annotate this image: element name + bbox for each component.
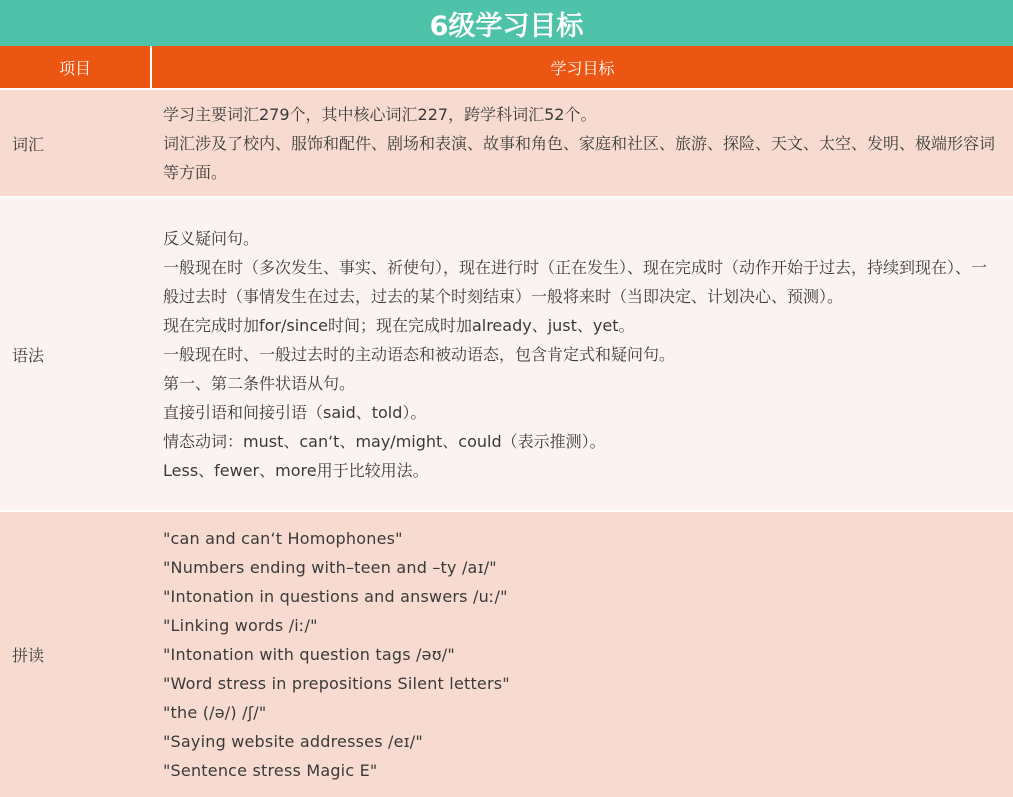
goal-line: "Word stress in prepositions Silent letters" [163, 674, 510, 693]
goal-line: "Linking words /iː/" [163, 616, 318, 635]
goal-line: 第一、第二条件状语从句。 [163, 373, 356, 393]
table-row-grammar [0, 197, 1013, 511]
goal-line: 情态动词：must、can‘t、may/might、could（表示推测）。 [163, 431, 606, 451]
goal-line: 学习主要词汇279个，其中核心词汇227，跨学科词汇52个。 [163, 104, 597, 124]
goal-line: 词汇涉及了校内、服饰和配件、剧场和表演、故事和角色、家庭和社区、旅游、探险、天文、太空、发明、极端形容词等方面。 [163, 133, 996, 182]
goal-line: "Intonation in questions and answers /uː/" [163, 587, 508, 606]
goal-line: "Intonation with question tags /əʊ/" [163, 645, 455, 664]
goal-cell [151, 197, 1013, 511]
header-item: 项目 [0, 46, 151, 89]
page-title: 6级学习目标 [0, 0, 1013, 46]
goal-cell [151, 511, 1013, 797]
goal-line: "can and can‘t Homophones" [163, 529, 403, 548]
goal-line: "Saying website addresses /eɪ/" [163, 732, 423, 751]
header-row [0, 46, 1013, 89]
goal-line: Less、fewer、more用于比较用法。 [163, 460, 429, 480]
header-goal: 学习目标 [151, 46, 1013, 89]
table-row-phonics [0, 511, 1013, 797]
item-cell: 拼读 [0, 511, 151, 797]
goal-line: "Sentence stress Magic E" [163, 761, 378, 780]
goal-line: 直接引语和间接引语（said、told）。 [163, 402, 427, 422]
item-cell: 语法 [0, 197, 151, 511]
goal-line: "the (/ə/) /ʃ/" [163, 703, 267, 722]
goal-line: "Numbers ending with–teen and –ty /aɪ/" [163, 558, 497, 577]
goal-line: 一般现在时（多次发生、事实、祈使句），现在进行时（正在发生）、现在完成时（动作开始于过去，持续到现在）、一般过去时（事情发生在过去，过去的某个时刻结束）一般将来时（当即决定、计划决心、预测）。 [163, 257, 988, 306]
goals-table [0, 46, 1013, 797]
goal-line: 现在完成时加for/since时间；现在完成时加already、just、yet。 [163, 315, 635, 335]
goal-line: 反义疑问句。 [163, 228, 260, 248]
item-cell: 词汇 [0, 89, 151, 197]
goal-cell [151, 89, 1013, 197]
goal-line: 一般现在时、一般过去时的主动语态和被动语态，包含肯定式和疑问句。 [163, 344, 676, 364]
table-row-vocabulary [0, 89, 1013, 197]
